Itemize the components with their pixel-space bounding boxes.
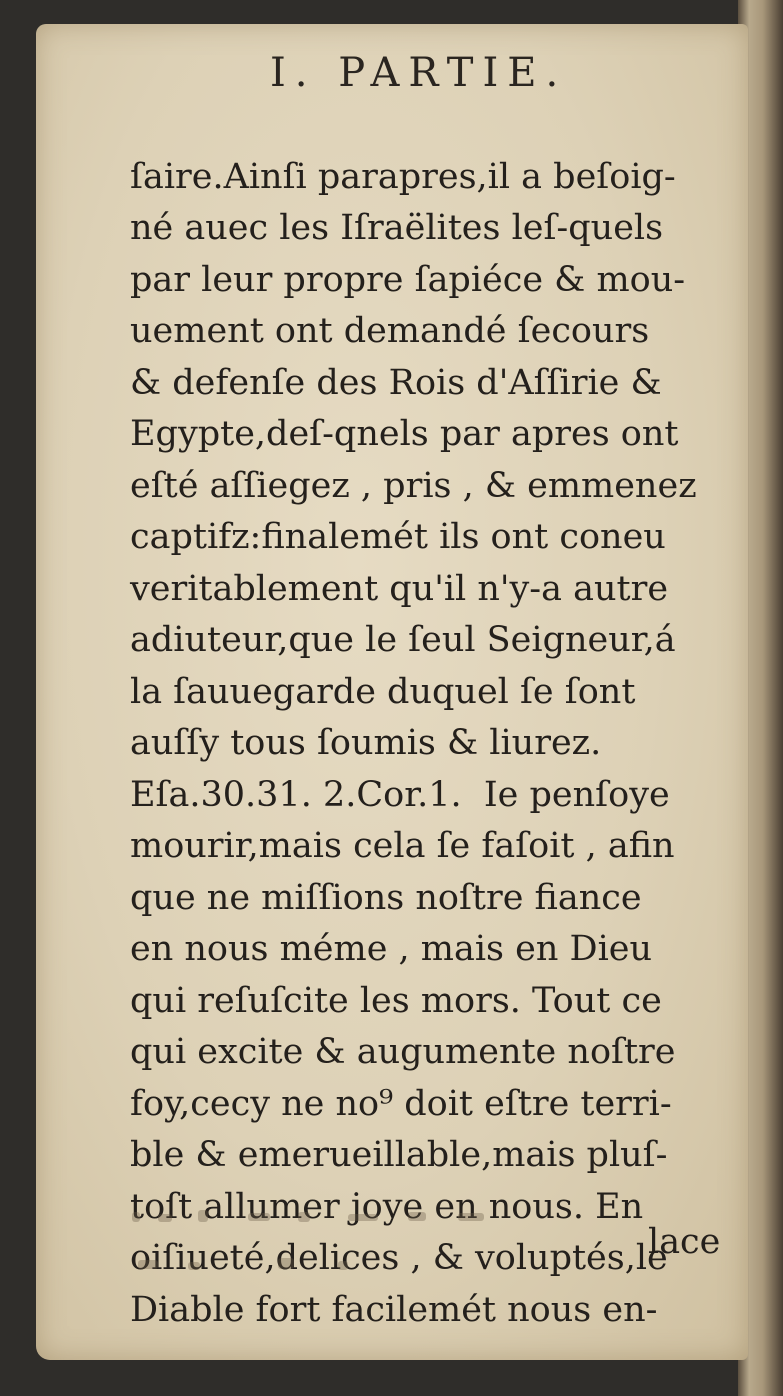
text-line: Diable fort facilemét nous en- xyxy=(130,1289,658,1330)
text-line: la ſauuegarde duquel ſe ſont xyxy=(130,671,636,712)
text-line: veritablement qu'il n'y-a autre xyxy=(130,568,669,609)
text-line: en nous méme , mais en Dieu xyxy=(130,929,653,969)
text-line: Egypte,deſ-qnels par apres ont xyxy=(130,414,679,454)
text-line: auſſy tous ſoumis & liurez. xyxy=(130,723,602,763)
text-line: né auec les Iſraëlites leſ-quels xyxy=(130,208,664,248)
text-line: qui excite & augumente noſtre xyxy=(130,1032,676,1072)
ink-bleed-through xyxy=(128,1200,548,1290)
text-line: toſt allumer joye en nous. En xyxy=(130,1186,644,1227)
text-line: par leur propre ſapiéce & mou- xyxy=(130,259,686,300)
body-text xyxy=(130,100,740,1336)
text-line: captifz:finalemét ils ont coneu xyxy=(130,517,666,557)
text-line: foy,cecy ne no⁹ doit eſtre terri- xyxy=(130,1083,672,1124)
text-line: ble & emerueillable,mais pluſ- xyxy=(130,1135,668,1175)
text-line: oiſiueté,delices , & voluptés,le xyxy=(130,1238,668,1278)
text-line: adiuteur,que le ſeul Seigneur,á xyxy=(130,620,676,660)
catchword: lace xyxy=(648,1222,721,1262)
text-line: ſaire.Ainſi parapres,il a beſoig- xyxy=(130,156,676,197)
text-line: mourir,mais cela ſe faſoit , afin xyxy=(130,826,675,866)
text-line: que ne miſſions noſtre fiance xyxy=(130,877,642,918)
text-line: eſté aſſiegez , pris , & emmenez xyxy=(130,465,697,506)
running-header: I. PARTIE. xyxy=(270,50,568,96)
text-line: uement ont demandé ſecours xyxy=(130,311,650,351)
text-line: & defenſe des Rois d'Aſſirie & xyxy=(130,362,662,403)
text-line: qui reſuſcite les mors. Tout ce xyxy=(130,980,662,1021)
text-line: Eſa.30.31. 2.Cor.1. Ie penſoye xyxy=(130,774,670,815)
